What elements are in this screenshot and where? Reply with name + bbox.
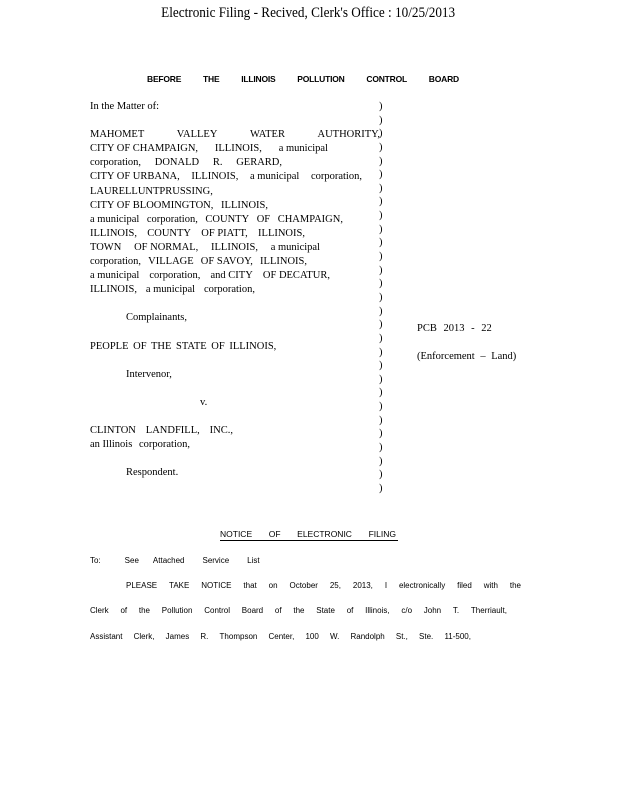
board-title-word: ILLINOIS [241, 74, 276, 84]
caption-paren: ) [379, 210, 383, 222]
caption-paren: ) [379, 155, 383, 167]
notice-body-line-2: Clerk of the Pollution Control Board of the State of Illinois, c/o John T. Therriault, [90, 606, 507, 615]
board-title [147, 74, 459, 84]
caption-paren: ) [379, 223, 383, 235]
caption-paren: ) [379, 360, 383, 372]
caption-paren: ) [379, 332, 383, 344]
people-party: PEOPLE OF THE STATE OF ILLINOIS, [90, 340, 277, 352]
board-title-word: BEFORE [147, 74, 182, 84]
board-title-word: POLLUTION [297, 74, 345, 84]
intervenor-label: Intervenor, [126, 368, 172, 380]
caption-paren: ) [379, 428, 383, 440]
board-title-word: THE [203, 74, 220, 84]
caption-paren: ) [379, 141, 383, 153]
respondent-label: Respondent. [126, 467, 179, 479]
party-line: ILLINOIS, COUNTY OF PIATT, ILLINOIS, [90, 227, 305, 239]
case-type: (Enforcement – Land) [417, 351, 517, 362]
caption-paren: ) [379, 469, 383, 481]
party-line: corporation, DONALD R. GERARD, [90, 157, 282, 169]
respondent-line: an Illinois corporation, [90, 439, 190, 451]
caption-paren: ) [379, 442, 383, 454]
caption-paren: ) [379, 373, 383, 385]
party-line: CITY OF URBANA, ILLINOIS, a municipal corporation, [90, 171, 362, 183]
board-title-word: CONTROL [366, 74, 407, 84]
caption-paren: ) [379, 278, 383, 290]
party-line: a municipal corporation, and CITY OF DECATUR, [90, 270, 330, 282]
party-line: corporation, VILLAGE OF SAVOY, ILLINOIS, [90, 256, 307, 268]
caption-paren: ) [379, 264, 383, 276]
caption-paren: ) [379, 128, 383, 140]
party-line: ILLINOIS, a municipal corporation, [90, 284, 255, 296]
party-line: LAUREL LUNT PRUSSING, [90, 185, 213, 197]
caption-paren: ) [379, 455, 383, 467]
notice-body-line-1: PLEASE TAKE NOTICE that on October 25, 2013, I electronically filed with the [126, 581, 521, 590]
caption-paren: ) [379, 401, 383, 413]
case-number: PCB 2013 - 22 [417, 323, 492, 334]
caption-paren: ) [379, 291, 383, 303]
party-line: a municipal corporation, COUNTY OF CHAMPAIGN, [90, 213, 343, 225]
party-line: CITY OF BLOOMINGTON, ILLINOIS, [90, 199, 268, 211]
caption-paren: ) [379, 319, 383, 331]
caption-paren: ) [379, 169, 383, 181]
board-title-word: BOARD [428, 74, 459, 84]
filing-stamp-header: Electronic Filing - Recived, Clerk's Office : 10/25/2013 [161, 5, 456, 21]
caption-paren: ) [379, 387, 383, 399]
versus: v. [200, 396, 208, 408]
notice-title-underline [220, 540, 398, 541]
caption-paren: ) [379, 237, 383, 249]
complainants-label: Complainants, [126, 312, 187, 324]
caption-paren: ) [379, 114, 383, 126]
party-line: TOWN OF NORMAL, ILLINOIS, a municipal [90, 241, 320, 253]
caption-paren: ) [379, 182, 383, 194]
to-line: To: See Attached Service List [90, 556, 260, 565]
party-line: CITY OF CHAMPAIGN, ILLINOIS, a municipal [90, 143, 328, 155]
caption-paren: ) [379, 346, 383, 358]
caption-paren: ) [379, 101, 383, 112]
caption-paren: ) [379, 414, 383, 426]
caption-paren: ) [379, 305, 383, 317]
caption-paren: ) [379, 196, 383, 208]
caption-paren: ) [379, 251, 383, 263]
case-caption [90, 100, 380, 481]
notice-title: NOTICE OF ELECTRONIC FILING [220, 529, 396, 539]
respondent-line: CLINTON LANDFILL, INC., [90, 425, 233, 437]
caption-parentheses [379, 100, 389, 496]
party-line: MAHOMET VALLEY WATER AUTHORITY, [90, 129, 380, 141]
notice-body-line-3: Assistant Clerk, James R. Thompson Center, 100 W. Randolph St., Ste. 11-500, [90, 632, 471, 641]
in-the-matter-of: In the Matter of: [90, 101, 160, 112]
caption-paren: ) [379, 482, 383, 494]
